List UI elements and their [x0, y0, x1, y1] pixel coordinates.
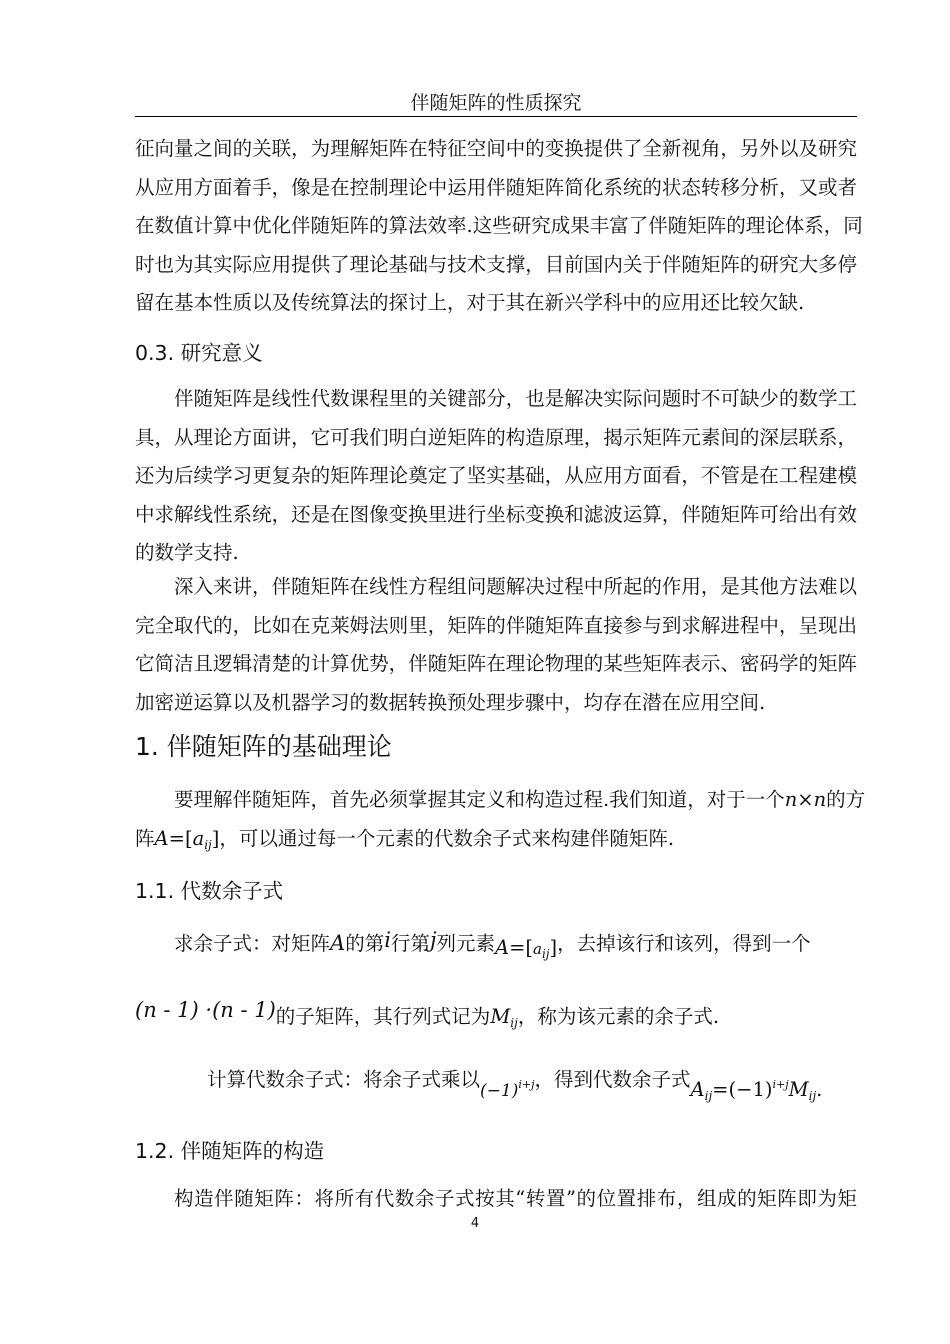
math-i: i	[384, 928, 391, 952]
math-M: M	[788, 1078, 809, 1101]
math-bracket: ]	[549, 936, 558, 959]
paragraph-2	[135, 380, 857, 573]
paragraph-line: 留在基本性质以及传统算法的探讨上，对于其在新兴学科中的应用还比较欠缺.	[135, 291, 805, 314]
paragraph-4	[135, 781, 866, 864]
math-sup-ij: i+j	[772, 1078, 789, 1091]
math-A: A	[690, 1078, 705, 1101]
math-matrix-A: A	[154, 826, 169, 850]
paragraph-line: 具，从理论方面讲，它可我们明白逆矩阵的构造原理，揭示矩阵元素间的深层联系，	[135, 425, 857, 449]
math-M: M	[490, 1005, 511, 1028]
paragraph-line: 加密逆运算以及机器学习的数据转换预处理步骤中，均存在潜在应用空间.	[135, 690, 766, 714]
text-run: 要理解伴随矩阵，首先必须掌握其定义和构造过程.我们知道，对于一个	[174, 788, 785, 811]
paragraph-line: 深入来讲，伴随矩阵在线性方程组问题解决过程中所起的作用，是其他方法难以	[174, 575, 857, 598]
math-eq: =(−1)	[712, 1078, 773, 1101]
math-sub-ij: ij	[541, 947, 550, 961]
section-heading-1-2: 1.2. 伴随矩阵的构造	[135, 1139, 325, 1163]
paragraph-line: 时也为其实际应用提供了理论基础与技术支撑，目前国内关于伴随矩阵的研究大多停	[135, 252, 857, 276]
math-eq: =[	[168, 826, 193, 850]
minor-definition-line-1	[174, 928, 811, 961]
paragraph-line: 伴随矩阵是线性代数课程里的关键部分，也是解决实际问题时不可缺少的数学工	[174, 387, 857, 410]
math-sup-ij: i+j	[518, 1078, 535, 1091]
math-sub-ij: ij	[704, 1089, 713, 1103]
math-j: j	[429, 928, 437, 952]
paragraph-line: 还为后续学习更复杂的矩阵理论奠定了坚实基础，从应用方面看，不管是在工程建模	[135, 464, 857, 487]
text-run: ，称为该元素的余子式.	[517, 1005, 720, 1028]
text-run: 计算代数余子式：将余子式乘以	[207, 1068, 481, 1091]
paragraph-line: 完全取代的，比如在克莱姆法则里，矩阵的伴随矩阵直接参与到求解进程中，呈现出	[135, 613, 857, 637]
math-A: A	[330, 931, 346, 955]
math-sub-ij: ij	[808, 1089, 817, 1103]
minor-definition-line-2	[135, 998, 719, 1030]
math-a: a	[192, 826, 205, 850]
text-run: 的子矩阵，其行列式记为	[275, 1005, 491, 1028]
math-sub-ij: ij	[204, 837, 212, 852]
text-run: ，去掉该行和该列，得到一个	[557, 932, 811, 955]
paragraph-line: 的数学支持.	[135, 541, 239, 564]
text-run: 的第	[345, 932, 385, 955]
text-run: 求余子式：对矩阵	[174, 932, 331, 955]
section-heading-1-1: 1.1. 代数余子式	[135, 879, 284, 903]
page-number: 4	[470, 1216, 480, 1231]
math-A: A	[494, 936, 510, 959]
text-run: 的方	[826, 788, 866, 811]
math-sign-factor: (−1)	[480, 1081, 519, 1101]
paragraph-line: 在数值计算中优化伴随矩阵的算法效率.这些研究成果丰富了伴随矩阵的理论体系，同	[135, 214, 863, 237]
math-dimension: (n - 1) ·(n - 1)	[135, 998, 276, 1022]
text-run: 列元素	[436, 932, 495, 955]
header-title: 伴随矩阵的性质探究	[410, 92, 582, 114]
cofactor-definition	[207, 1064, 822, 1103]
paragraph-line: 从应用方面着手，像是在控制理论中运用伴随矩阵简化系统的状态转移分析，又或者	[135, 175, 857, 199]
paragraph-line: 中求解线性系统，还是在图像变换里进行坐标变换和滤波运算，伴随矩阵可给出有效	[135, 502, 857, 526]
math-a: a	[533, 940, 542, 958]
paragraph-line	[135, 781, 866, 820]
math-sub-ij: ij	[510, 1016, 518, 1030]
chapter-heading-1: 1. 伴随矩阵的基础理论	[135, 732, 392, 761]
paragraph-line: 它简洁且逻辑清楚的计算优势，伴随矩阵在理论物理的某些矩阵表示、密码学的矩阵	[135, 652, 857, 675]
text-run: ，可以通过每一个元素的代数余子式来构建伴随矩阵.	[219, 826, 675, 850]
paragraph-5	[135, 1180, 857, 1219]
text-run: ，得到代数余子式	[534, 1068, 691, 1091]
paragraph-line: 构造伴随矩阵：将所有代数余子式按其“转置”的位置排布，组成的矩阵即为矩	[174, 1187, 857, 1210]
header-rule	[135, 116, 857, 117]
section-heading-0-3: 0.3. 研究意义	[135, 341, 263, 365]
math-period: .	[816, 1078, 823, 1101]
text-run: 行第	[390, 932, 430, 955]
paragraph-line: 征向量之间的关联，为理解矩阵在特征空间中的变换提供了全新视角，另外以及研究	[135, 137, 857, 160]
paragraph-1	[135, 130, 863, 323]
text-run: 阵	[135, 826, 155, 850]
math-eq: =[	[509, 936, 534, 959]
paragraph-line	[135, 820, 857, 865]
paragraph-3	[135, 568, 857, 722]
math-n-by-n: n×n	[784, 788, 827, 811]
math-bracket: ]	[211, 826, 220, 850]
